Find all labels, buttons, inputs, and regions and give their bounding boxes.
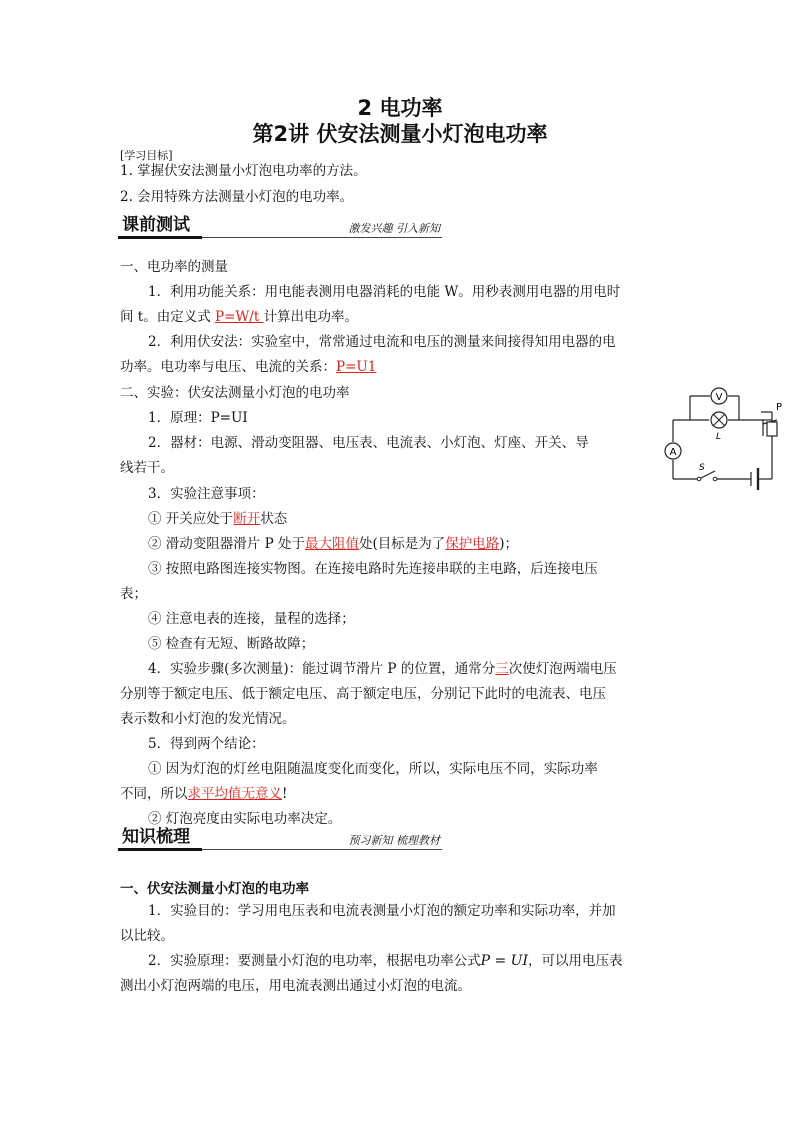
section-banner-pretest: [118, 214, 442, 240]
switch-icon: [697, 477, 701, 481]
principle: 1．原理：P=UI: [148, 410, 248, 426]
note-3b: 表；: [120, 586, 147, 602]
switch-label: S: [699, 463, 705, 473]
equipment-b: 线若干。: [120, 460, 174, 476]
voltmeter-label: V: [715, 392, 723, 403]
para-2b: 功率。电功率与电压、电流的关系：P=U1: [120, 359, 377, 375]
section-heading-1: 一、电功率的测量: [120, 259, 228, 275]
para-3-2b: 测出小灯泡两端的电压，用电流表测出通过小灯泡的电流。: [120, 978, 471, 994]
banner-bar: [118, 848, 202, 851]
section-banner-knowledge: [118, 826, 442, 852]
chapter-title: 2 电功率: [357, 96, 443, 120]
banner-bar: [118, 236, 202, 239]
para-1b: 间 t。由定义式 P=W/t 计算出电功率。: [120, 309, 359, 325]
power-formula: P = UI: [480, 953, 528, 969]
para-3-1b: 以比较。: [120, 928, 174, 944]
steps-a: 4．实验步骤(多次测量)：能过调节滑片 P 的位置，通常分三次使灯泡两端电压: [148, 661, 617, 677]
section-heading-2: 二、实验：伏安法测量小灯泡的电功率: [120, 385, 350, 401]
answer-formula: P=U1: [336, 359, 377, 375]
rheostat-icon: [767, 422, 777, 436]
conclusion-1a: ① 因为灯泡的灯丝电阻随温度变化而变化，所以，实际电压不同，实际功率: [148, 761, 598, 777]
slider-label: P: [776, 402, 783, 413]
goals-label: [学习目标]: [120, 149, 173, 162]
banner-title: 课前测试: [122, 215, 190, 235]
banner-title: 知识梳理: [122, 827, 190, 847]
note-5: ⑤ 检查有无短、断路故障；: [148, 636, 315, 652]
ammeter-label: A: [669, 447, 677, 458]
para-3-1a: 1．实验目的：学习用电压表和电流表测量小灯泡的额定功率和实际功率，并加: [148, 903, 616, 919]
answer-formula: P=W/t: [215, 309, 264, 325]
note-3a: ③ 按照电路图连接实物图。在连接电路时先连接串联的主电路，后连接电压: [148, 561, 598, 577]
conclusions-heading: 5．得到两个结论：: [148, 736, 265, 752]
steps-c: 表示数和小灯泡的发光情况。: [120, 711, 296, 727]
banner-rule: [202, 237, 442, 238]
goal-item-1: 1. 掌握伏安法测量小灯泡电功率的方法。: [120, 163, 367, 179]
note-4: ④ 注意电表的连接，量程的选择；: [148, 611, 355, 627]
goal-item-2: 2. 会用特殊方法测量小灯泡的电功率。: [120, 189, 354, 205]
para-1a: 1．利用功能关系：用电能表测用电器消耗的电能 W。用秒表测用电器的用电时: [148, 284, 621, 300]
circuit-diagram: [655, 380, 785, 492]
lesson-title: 第2讲 伏安法测量小灯泡电功率: [252, 122, 548, 146]
steps-b: 分别等于额定电压、低于额定电压、高于额定电压，分别记下此时的电流表、电压: [120, 686, 606, 702]
banner-subtitle: 预习新知 梳理教材: [348, 834, 440, 847]
para-2a: 2．利用伏安法：实验室中，常常通过电流和电压的测量来间接得知用电器的电: [148, 334, 616, 350]
section-heading-3: 一、伏安法测量小灯泡的电功率: [120, 881, 309, 897]
banner-rule: [202, 849, 442, 850]
lamp-label: L: [716, 432, 722, 442]
note-1: ① 开关应处于断开状态: [148, 511, 288, 527]
para-3-2a: 2．实验原理：要测量小灯泡的电功率，根据电功率公式P = UI，可以用电压表: [148, 953, 623, 969]
conclusion-1b: 不同，所以求平均值无意义!: [120, 786, 288, 802]
notes-heading: 3．实验注意事项：: [148, 486, 265, 502]
note-2: ② 滑动变阻器滑片 P 处于最大阻值处(目标是为了保护电路)；: [148, 536, 519, 552]
banner-subtitle: 激发兴趣 引入新知: [348, 222, 440, 235]
equipment-a: 2．器材：电源、滑动变阻器、电压表、电流表、小灯泡、灯座、开关、导: [148, 435, 589, 451]
conclusion-2: ② 灯泡亮度由实际电功率决定。: [148, 811, 342, 827]
